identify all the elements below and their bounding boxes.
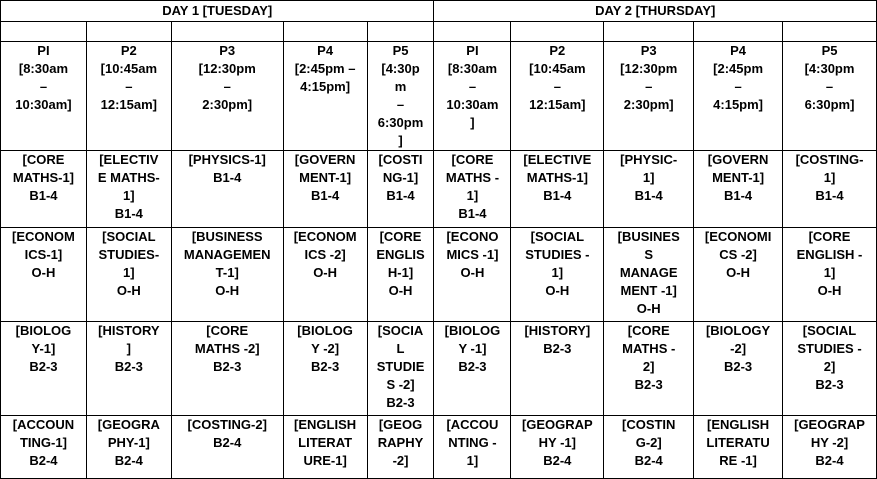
period-header: P5 [4:30p m – 6:30pm ] [367,42,434,151]
blank-cell [694,22,783,42]
class-cell: [HISTORY ] B2-3 [86,322,171,416]
class-cell: [ENGLISH LITERAT URE-1] [283,416,367,479]
blank-cell [1,22,87,42]
period-header: P4 [2:45pm – 4:15pm] [694,42,783,151]
blank-cell [783,22,877,42]
class-cell: [HISTORY] B2-3 [511,322,604,416]
class-cell: [BIOLOG Y -1] B2-3 [434,322,511,416]
class-cell: [COSTI NG-1] B1-4 [367,151,434,228]
class-cell: [GOVERN MENT-1] B1-4 [283,151,367,228]
class-cell: [CORE ENGLIS H-1] O-H [367,228,434,322]
class-cell: [COSTIN G-2] B2-4 [604,416,694,479]
class-cell: [ACCOU NTING - 1] [434,416,511,479]
blank-cell [604,22,694,42]
period-header: P3 [12:30pm – 2:30pm] [171,42,283,151]
class-cell: [ELECTIVE MATHS-1] B1-4 [511,151,604,228]
class-cell: [SOCIAL STUDIES- 1] O-H [86,228,171,322]
class-cell: [ENGLISH LITERATU RE -1] [694,416,783,479]
class-cell: [CORE MATHS - 1] B1-4 [434,151,511,228]
class-cell: [GEOG RAPHY -2] [367,416,434,479]
class-cell: [ACCOUN TING-1] B2-4 [1,416,87,479]
period-header: P4 [2:45pm – 4:15pm] [283,42,367,151]
class-cell: [BIOLOG Y -2] B2-3 [283,322,367,416]
blank-cell [367,22,434,42]
class-cell: [BUSINESS MANAGEMEN T-1] O-H [171,228,283,322]
class-cell: [GOVERN MENT-1] B1-4 [694,151,783,228]
period-header: PI [8:30am – 10:30am] [1,42,87,151]
class-cell: [ECONOM ICS -2] O-H [283,228,367,322]
blank-cell [86,22,171,42]
class-cell: [CORE MATHS - 2] B2-3 [604,322,694,416]
class-cell: [SOCIAL STUDIES - 2] B2-3 [783,322,877,416]
class-cell: [GEOGRAP HY -1] B2-4 [511,416,604,479]
class-cell: [CORE MATHS -2] B2-3 [171,322,283,416]
blank-cell [283,22,367,42]
class-cell: [BIOLOGY -2] B2-3 [694,322,783,416]
class-cell: [ECONO MICS -1] O-H [434,228,511,322]
class-cell: [CORE ENGLISH - 1] O-H [783,228,877,322]
period-header: P5 [4:30pm – 6:30pm] [783,42,877,151]
class-cell: [PHYSICS-1] B1-4 [171,151,283,228]
class-cell: [ECONOMI CS -2] O-H [694,228,783,322]
period-header: PI [8:30am – 10:30am ] [434,42,511,151]
day2-title: DAY 2 [THURSDAY] [434,1,877,22]
period-header: P2 [10:45am – 12:15am] [511,42,604,151]
class-cell: [BUSINES S MANAGE MENT -1] O-H [604,228,694,322]
class-cell: [SOCIA L STUDIE S -2] B2-3 [367,322,434,416]
blank-cell [171,22,283,42]
class-cell: [CORE MATHS-1] B1-4 [1,151,87,228]
class-cell: [COSTING- 1] B1-4 [783,151,877,228]
class-cell: [ECONOM ICS-1] O-H [1,228,87,322]
blank-cell [434,22,511,42]
blank-cell [511,22,604,42]
class-cell: [GEOGRAP HY -2] B2-4 [783,416,877,479]
class-cell: [BIOLOG Y-1] B2-3 [1,322,87,416]
class-cell: [PHYSIC- 1] B1-4 [604,151,694,228]
class-cell: [COSTING-2] B2-4 [171,416,283,479]
day1-title: DAY 1 [TUESDAY] [1,1,434,22]
period-header: P2 [10:45am – 12:15am] [86,42,171,151]
class-cell: [SOCIAL STUDIES - 1] O-H [511,228,604,322]
class-cell: [GEOGRA PHY-1] B2-4 [86,416,171,479]
class-cell: [ELECTIV E MATHS- 1] B1-4 [86,151,171,228]
period-header: P3 [12:30pm – 2:30pm] [604,42,694,151]
